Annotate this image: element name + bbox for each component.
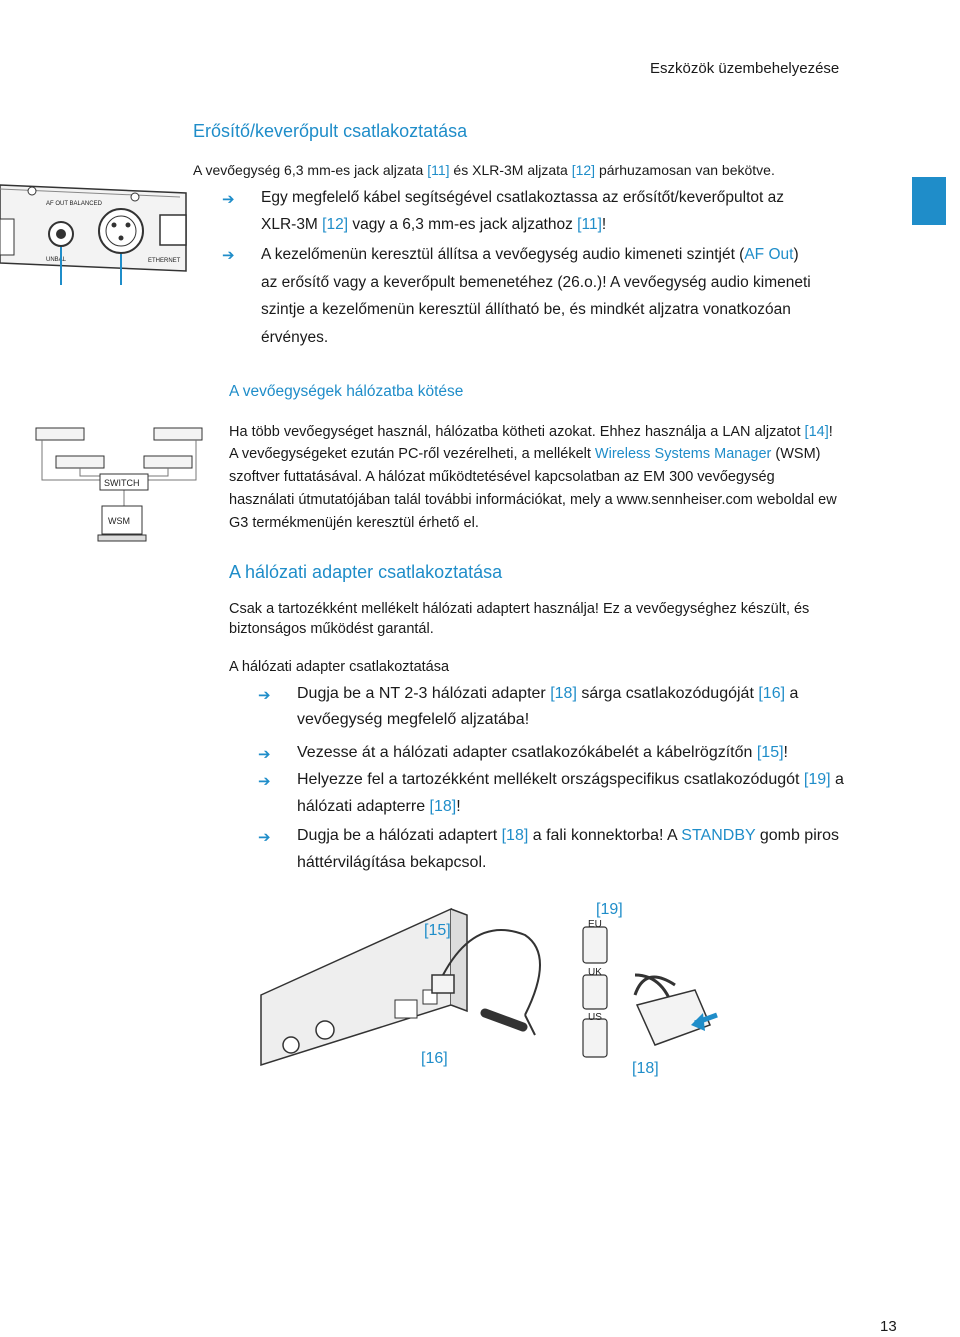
right-arrow-icon: ➔ xyxy=(258,829,271,846)
step-4-line-1: Dugja be a hálózati adaptert [18] a fali konnektorba! A STANDBY gomb piros xyxy=(297,827,839,844)
bullet-1-line-2: XLR-3M [12] vagy a 6,3 mm-es jack aljzathoz [11]! xyxy=(261,216,607,233)
step-3-line-1: Helyezze fel a tartozékként mellékelt országspecifikus csatlakozódugót [19] a xyxy=(297,771,844,788)
figure-label-16: [16] xyxy=(421,1050,448,1067)
page-header-title: Eszközök üzembehelyezése xyxy=(650,60,840,77)
step-3-line-2: hálózati adapterre [18]! xyxy=(297,798,461,815)
step-4-line-2: háttérvilágítása bekapcsol. xyxy=(297,854,487,871)
figure-label-19: [19] xyxy=(596,901,623,918)
adapter-paragraph-line-2: biztonságos működést garantál. xyxy=(229,621,434,637)
network-diagram-figure xyxy=(28,418,208,548)
page-number: 13 xyxy=(880,1318,897,1335)
network-line-4: használati útmutatójában talál további információkat, mely a www.sennheiser.com weboldal ew xyxy=(229,492,837,508)
receiver-back-panel-figure xyxy=(0,175,190,290)
step-2-line-1: Vezesse át a hálózati adapter csatlakozókábelét a kábelrögzítőn [15]! xyxy=(297,744,788,761)
right-arrow-icon: ➔ xyxy=(222,247,235,264)
bullet-2-line-2: az erősítő vagy a keverőpult bemenetéhez (26.o.)! A vevőegység audio kimeneti xyxy=(261,274,811,291)
figure-label-15: [15] xyxy=(424,922,451,939)
svg-text:WSM: WSM xyxy=(108,516,130,526)
intro-paragraph: A vevőegység 6,3 mm-es jack aljzata [11] és XLR-3M aljzata [12] párhuzamosan van bekötve. xyxy=(193,162,775,178)
bullet-1-line-1: Egy megfelelő kábel segítségével csatlakoztassa az erősítőt/keverőpultot az xyxy=(261,189,784,206)
bullet-2-line-3: szintje a kezelőmenün keresztül állítható be, és mindkét aljzatra vonatkozóan xyxy=(261,301,791,318)
svg-text:SWITCH: SWITCH xyxy=(104,478,140,488)
right-arrow-icon: ➔ xyxy=(258,687,271,704)
svg-text:UNBAL: UNBAL xyxy=(46,257,67,263)
section-heading-amplifier: Erősítő/keverőpult csatlakoztatása xyxy=(193,121,468,141)
figure-label-18: [18] xyxy=(632,1060,659,1077)
section-heading-network: A vevőegységek hálózatba kötése xyxy=(229,383,464,400)
network-line-3: szoftver futtatásával. A hálózat működtetésével kapcsolatban az EM 300 vevőegység xyxy=(229,469,775,485)
svg-text:AF OUT BALANCED: AF OUT BALANCED xyxy=(46,201,102,207)
power-adapter-figure xyxy=(255,895,725,1085)
svg-text:UK: UK xyxy=(588,967,602,978)
section-heading-adapter: A hálózati adapter csatlakoztatása xyxy=(229,562,503,582)
svg-text:EU: EU xyxy=(588,919,602,930)
bullet-2-line-1: A kezelőmenün keresztül állítsa a vevőegység audio kimeneti szintjét (AF Out) xyxy=(261,246,799,263)
step-1-line-1: Dugja be a NT 2-3 hálózati adapter [18] sárga csatlakozódugóját [16] a xyxy=(297,685,799,702)
section-tab-marker xyxy=(912,177,946,225)
svg-text:ETHERNET: ETHERNET xyxy=(148,258,181,264)
right-arrow-icon: ➔ xyxy=(258,746,271,763)
right-arrow-icon: ➔ xyxy=(222,191,235,208)
adapter-subheading: A hálózati adapter csatlakoztatása xyxy=(229,659,450,675)
network-line-5: G3 termékmenüjén keresztül érhető el. xyxy=(229,515,479,531)
svg-text:US: US xyxy=(588,1012,602,1023)
right-arrow-icon: ➔ xyxy=(258,773,271,790)
adapter-paragraph-line-1: Csak a tartozékként mellékelt hálózati adaptert használja! Ez a vevőegységhez készült, és xyxy=(229,601,810,617)
network-line-2: A vevőegységeket ezután PC-ről vezérelheti, a mellékelt Wireless Systems Manager (WSM) xyxy=(229,446,821,462)
network-line-1: Ha több vevőegységet használ, hálózatba kötheti azokat. Ehhez használja a LAN aljzatot [14]! xyxy=(229,424,833,440)
step-1-line-2: vevőegység megfelelő aljzatába! xyxy=(297,711,530,728)
bullet-2-line-4: érvényes. xyxy=(261,329,329,346)
